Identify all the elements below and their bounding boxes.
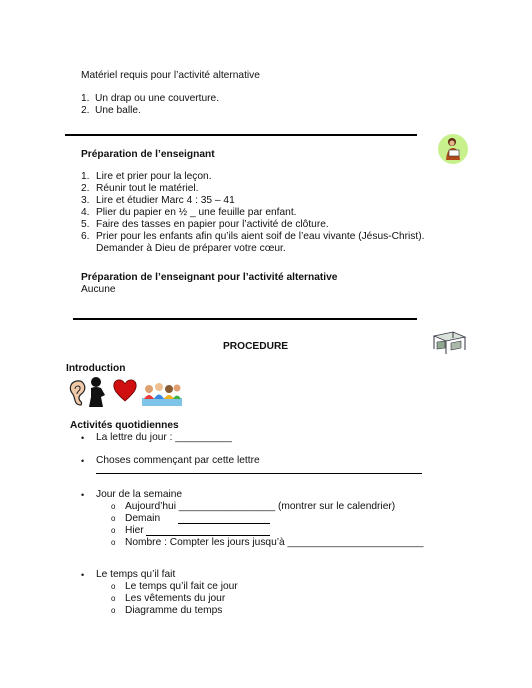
list-number: 1. <box>81 93 90 104</box>
list-number: 2. <box>81 183 90 194</box>
daily-count: Nombre : Compter les jours jusqu’à ________________________ <box>125 537 424 548</box>
list-item: Faire des tasses en papier pour l’activité de clôture. <box>96 219 329 230</box>
list-number: 4. <box>81 207 90 218</box>
daily-today: Aujourd’hui _________________ (montrer sur le calendrier) <box>125 501 396 512</box>
teacher-prep-alt-heading: Préparation de l’enseignant pour l’activité alternative <box>81 272 338 283</box>
list-item: Une balle. <box>95 105 141 116</box>
daily-weather-today: Le temps qu’il fait ce jour <box>125 581 238 592</box>
list-number: 5. <box>81 219 90 230</box>
list-number: 6. <box>81 231 90 242</box>
daily-clothing: Les vêtements du jour <box>125 593 226 604</box>
section-divider <box>73 318 417 320</box>
list-item: Lire et étudier Marc 4 : 35 – 41 <box>96 195 235 206</box>
answer-line <box>96 473 422 474</box>
list-number: 2. <box>81 105 90 116</box>
list-item: Plier du papier en ½ _ une feuille par enfant. <box>96 207 297 218</box>
list-item: Prier pour les enfants afin qu’ils aient soif de l’eau vivante (Jésus-Christ). <box>96 231 425 242</box>
list-item: Lire et prier pour la leçon. <box>96 171 212 182</box>
heart-icon <box>112 377 138 403</box>
daily-weekday: Jour de la semaine <box>96 489 183 500</box>
teacher-prep-alt-value: Aucune <box>81 284 116 295</box>
sub-bullet: o <box>111 594 116 603</box>
sub-bullet: o <box>111 502 116 511</box>
materials-heading: Matériel requis pour l’activité alternative <box>81 70 260 81</box>
daily-letter: La lettre du jour : __________ <box>96 432 232 443</box>
list-number: 3. <box>81 195 90 206</box>
list-item-continuation: Demander à Dieu de préparer votre cœur. <box>96 243 286 254</box>
introduction-heading: Introduction <box>66 363 126 374</box>
daily-yesterday: Hier <box>125 525 144 536</box>
list-item: Un drap ou une couverture. <box>95 93 220 104</box>
sub-bullet: o <box>111 514 116 523</box>
procedure-title: PROCEDURE <box>223 341 289 352</box>
bullet: • <box>81 490 85 500</box>
bullet: • <box>81 456 85 466</box>
ear-icon <box>67 379 87 407</box>
answer-line <box>178 523 270 524</box>
daily-activities-heading: Activités quotidiennes <box>70 420 179 431</box>
daily-words: Choses commençant par cette lettre <box>96 455 260 466</box>
sub-bullet: o <box>111 538 116 547</box>
list-number: 1. <box>81 171 90 182</box>
section-divider <box>65 134 417 136</box>
list-item: Réunir tout le matériel. <box>96 183 199 194</box>
daily-chart: Diagramme du temps <box>125 605 223 616</box>
teacher-reading-icon <box>437 133 469 165</box>
children-group-icon <box>141 381 183 407</box>
daily-tomorrow: Demain <box>125 513 161 524</box>
sub-bullet: o <box>111 526 116 535</box>
sub-bullet: o <box>111 582 116 591</box>
desk-icon <box>431 328 467 356</box>
bullet: • <box>81 433 85 443</box>
sub-bullet: o <box>111 606 116 615</box>
praying-child-icon <box>87 375 111 409</box>
daily-weather: Le temps qu’il fait <box>96 569 176 580</box>
teacher-prep-heading: Préparation de l’enseignant <box>81 149 215 160</box>
bullet: • <box>81 570 85 580</box>
answer-line <box>146 535 270 536</box>
